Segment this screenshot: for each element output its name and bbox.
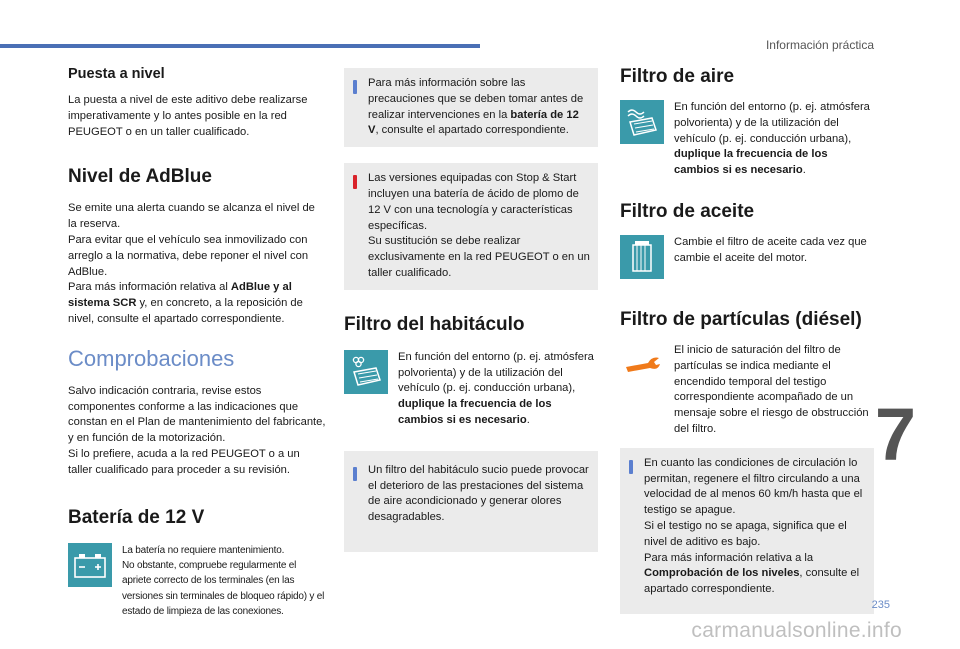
oil-filter-icon: [620, 235, 664, 279]
cabin-filter-icon: [344, 350, 388, 394]
puesta-text: La puesta a nivel de este aditivo debe realizarse imperativamente y lo antes posible en la red PEUGEOT o en un taller cualificado.: [68, 94, 308, 138]
adblue-line-1: Se emite una alerta cuando se alcanza el nivel de la reserva.: [68, 202, 315, 231]
wrench-icon: [620, 343, 664, 387]
aceite-title: Filtro de aceite: [620, 200, 755, 222]
adblue-title: Nivel de AdBlue: [68, 166, 212, 188]
info1-b: batería de 12 V: [368, 108, 579, 137]
habitaculo-title: Filtro del habitáculo: [344, 313, 525, 335]
habitaculo-b: duplique la frecuencia de los cambios si es necesario: [398, 398, 552, 426]
battery-icon: [68, 543, 112, 587]
puesta-title: Puesta a nivel: [68, 66, 165, 82]
info3-line-3b: Comprobación de los niveles: [644, 567, 800, 580]
info-note-cabin-text: Un filtro del habitáculo sucio puede provocar el deterioro de las prestaciones del sistema de aire acondicionado y generar olores desagradables.: [368, 463, 589, 524]
habitaculo-c: .: [526, 413, 530, 426]
info1-a: Para más información sobre las precauciones que se deben tomar antes de realizar intervenciones en la: [368, 77, 584, 121]
adblue-line-3a: Para más información relativa al: [68, 281, 231, 294]
info-icon: [353, 467, 357, 481]
watermark: carmanualsonline.info: [691, 619, 902, 642]
warning-icon: [353, 175, 357, 189]
warn1-line-1: Las versiones equipadas con Stop & Start incluyen una batería de ácido de plomo de 12 V con una tecnología y características específicas.: [368, 172, 579, 232]
aire-a: En función del entorno (p. ej. atmósfera polvorienta) y de la utilización del vehículo (p. ej. conducción urbana),: [674, 101, 870, 145]
page-number: 235: [871, 599, 890, 611]
aceite-row: [620, 235, 874, 279]
info-icon: [629, 460, 633, 474]
aire-b: duplique la frecuencia de los cambios si es necesario: [674, 148, 828, 177]
column-right: [620, 66, 874, 614]
header-accent-bar: [0, 44, 480, 48]
aire-row: [620, 100, 874, 179]
info-note-particle-filter: [620, 448, 874, 614]
habitaculo-text: [398, 350, 598, 429]
info3-line-3a: Para más información relativa a la: [644, 551, 814, 564]
column-middle: [344, 68, 598, 552]
adblue-line-3c: y, en concreto, a la reposición de nivel, consulte el apartado correspondiente.: [68, 297, 303, 325]
bateria-text: [122, 543, 326, 620]
bateria-row: [68, 543, 326, 620]
column-left: [68, 66, 326, 620]
comprobaciones-line-1: Salvo indicación contraria, revise estos componentes conforme a las indicaciones que constan en el Plan de mantenimiento del fabricante, y en función de la motorización.: [68, 384, 326, 445]
comprobaciones-text: [68, 384, 326, 479]
info3-line-1: En cuanto las condiciones de circulación lo permitan, regenere el filtro circulando a una velocidad de al menos 60 km/h hasta que el testigo se apague.: [644, 456, 863, 517]
info-note-battery-text: [368, 76, 590, 139]
particulas-row: [620, 343, 874, 438]
info-note-cabin-filter: [344, 451, 598, 552]
air-filter-icon: [620, 100, 664, 144]
warning-note-stopstart: [344, 163, 598, 290]
adblue-line-3b: AdBlue y al sistema SCR: [68, 281, 292, 310]
info3-line-3c: , consulte el apartado correspondiente.: [644, 567, 860, 596]
info-note-particle-text: [644, 456, 866, 598]
comprobaciones-line-2: Si lo prefiere, acuda a la red PEUGEOT o a un taller cualificado para proceder a su revisión.: [68, 447, 300, 476]
bateria-line-1: La batería no requiere mantenimiento.: [122, 544, 285, 556]
aire-title: Filtro de aire: [620, 66, 735, 87]
bateria-line-2: No obstante, compruebe regularmente el apriete correcto de los terminales (en las versiones sin terminales de bloqueo rápido) y el estado de limpieza de las conexiones.: [122, 559, 325, 618]
particulas-title: Filtro de partículas (diésel): [620, 308, 862, 330]
info-icon: [353, 80, 357, 94]
habitaculo-row: [344, 350, 598, 429]
aceite-text: Cambie el filtro de aceite cada vez que cambie el aceite del motor.: [674, 235, 867, 264]
info1-c: , consulte el apartado correspondiente.: [375, 124, 569, 137]
info-note-battery: [344, 68, 598, 147]
particulas-text: El inicio de saturación del filtro de partículas se indica mediante el encendido temporal del testigo correspondiente acompañado de un mensaje sobre el riesgo de obstrucción del filtro.: [674, 343, 869, 435]
adblue-text: [68, 201, 326, 327]
aire-text: [674, 100, 874, 179]
bateria-title: Batería de 12 V: [68, 506, 205, 528]
habitaculo-a: En función del entorno (p. ej. atmósfera polvorienta) y de la utilización del vehículo (p. ej. conducción urbana),: [398, 350, 594, 395]
warn1-line-2: Su sustitución se debe realizar exclusivamente en la red PEUGEOT o en un taller cualificado.: [368, 235, 590, 279]
info3-line-2: Si el testigo no se apaga, significa que el nivel de aditivo es bajo.: [644, 519, 847, 548]
section-label: Información práctica: [765, 38, 874, 52]
warning-note-text: [368, 171, 590, 282]
adblue-line-2: Para evitar que el vehículo sea inmovilizado con arreglo a la normativa, debe reponer el nivel con AdBlue.: [68, 233, 309, 278]
aire-c: .: [802, 164, 806, 177]
chapter-number: 7: [874, 393, 916, 476]
comprobaciones-title: Comprobaciones: [68, 345, 235, 371]
